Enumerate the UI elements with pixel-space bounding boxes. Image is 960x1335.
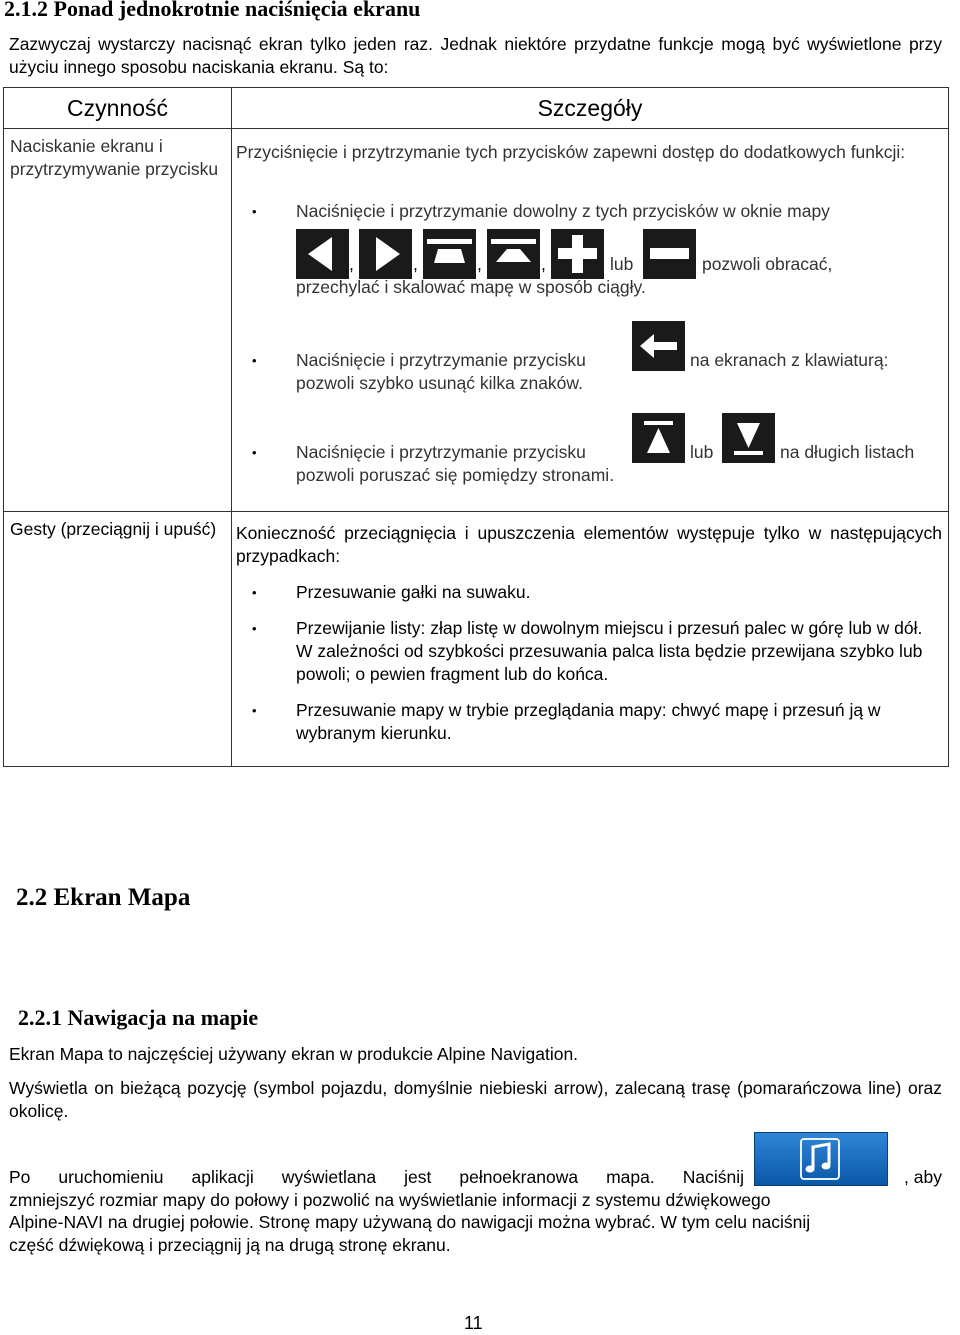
arrow-right-icon — [359, 229, 412, 279]
bullet3-text-line2: pozwoli poruszać się pomiędzy stronami. — [296, 465, 615, 485]
gesture-bullet2: Przewijanie listy: złap listę w dowolnym miejscu i przesuń palec w górę lub w dół. W zależności od szybkości przesuwania palca lista będzie przewijana szybko lub powoli; o pewien fragment lub do końca. — [296, 618, 923, 684]
actions-table — [3, 87, 949, 767]
arrow-left-icon — [296, 229, 349, 279]
bullet: • — [252, 703, 257, 718]
tilt-down-icon — [487, 229, 540, 279]
bullet: • — [252, 621, 257, 636]
action-press-and-hold: Naciskanie ekranu i przytrzymywanie przycisku — [10, 136, 219, 179]
page-up-icon — [632, 413, 685, 463]
section-heading-2-2-1: 2.2.1 Nawigacja na mapie — [18, 1005, 259, 1030]
paragraph-3-line3: Alpine-NAVI na drugiej połowie. Stronę mapy używaną do nawigacji można wybrać. W tym celu naciśnij — [9, 1212, 811, 1232]
bullet1-text-line3: przechylać i skalować mapę w sposób ciągły. — [296, 277, 646, 297]
column-header-details: Szczegóły — [232, 88, 949, 129]
plus-icon — [551, 229, 604, 279]
paragraph-1: Ekran Mapa to najczęściej używany ekran w produkcie Alpine Navigation. — [9, 1044, 579, 1064]
bullet: • — [252, 353, 257, 368]
bullet: • — [252, 445, 257, 460]
page-down-icon — [722, 413, 775, 463]
or-text: lub — [610, 254, 634, 274]
paragraph-2: Wyświetla on bieżącą pozycję (symbol pojazdu, domyślnie niebieski arrow), zalecaną trasę (pomarańczowa line) oraz okolicę. — [9, 1078, 942, 1121]
details-press-and-hold: Przyciśnięcie i przytrzymanie tych przycisków zapewni dostęp do dodatkowych funkcji: • Naciśnięcie i przytrzymanie dowolny z tych przycisków w oknie mapy , , , , lub pozwoli obracać, przechylać i skalować mapę w sposób ciągły. • Naciśnięcie i przytrzymanie przycisku na ekranach z klawiaturą: pozwoli szybko usunąć kilka znaków. • Naciśnięcie i przytrzymanie przycisku lub na długich listach pozwoli poruszać się pomiędzy stronami. — [232, 129, 948, 511]
section-heading-2-1-2: 2.1.2 Ponad jednokrotnie naciśnięcia ekranu — [4, 0, 421, 21]
bullet1-text: Naciśnięcie i przytrzymanie dowolny z tych przycisków w oknie mapy — [296, 201, 830, 221]
bullet: • — [252, 204, 257, 219]
column-header-action: Czynność — [4, 88, 232, 129]
page-number: 11 — [464, 1313, 483, 1333]
audio-button-icon — [754, 1132, 888, 1186]
bullet2-text-after: na ekranach z klawiaturą: — [690, 350, 889, 370]
gesture-bullet1: Przesuwanie gałki na suwaku. — [296, 582, 531, 602]
section-heading-2-2: 2.2 Ekran Mapa — [16, 884, 191, 911]
intro-paragraph: Zazwyczaj wystarczy nacisnąć ekran tylko jeden raz. Jednak niektóre przydatne funkcje mogą być wyświetlone przy użyciu innego sposobu naciskania ekranu. Są to: — [9, 34, 942, 77]
bullet2-text-line2: pozwoli szybko usunąć kilka znaków. — [296, 373, 583, 393]
details-drag-and-drop — [232, 512, 948, 766]
music-note-icon — [755, 1133, 887, 1185]
paragraph-3-line4: część dźwiękową i przeciągnij ją na drugą stronę ekranu. — [9, 1235, 451, 1255]
bullet1-text-after: pozwoli obracać, — [702, 254, 833, 274]
paragraph-3-line2: zmniejszyć rozmiar mapy do połowy i pozwolić na wyświetlanie informacji z systemu dźwiękowego — [9, 1190, 771, 1210]
details-intro: Przyciśnięcie i przytrzymanie tych przycisków zapewni dostęp do dodatkowych funkcji: — [236, 142, 906, 162]
paragraph-3-line1-end: , aby — [904, 1167, 942, 1187]
bullet3-text: Naciśnięcie i przytrzymanie przycisku — [296, 442, 586, 462]
or-text: lub — [690, 442, 714, 462]
action-drag-and-drop: Gesty (przeciągnij i upuść) — [10, 519, 217, 539]
backspace-icon — [632, 321, 685, 371]
bullet3-text-after: na długich listach — [780, 442, 915, 462]
bullet: • — [252, 585, 257, 600]
tilt-up-icon — [423, 229, 476, 279]
minus-icon — [643, 229, 696, 279]
gesture-bullet3: Przesuwanie mapy w trybie przeglądania mapy: chwyć mapę i przesuń ją w wybranym kierunku. — [296, 700, 881, 743]
bullet2-text: Naciśnięcie i przytrzymanie przycisku — [296, 350, 586, 370]
details-intro-gestures: Konieczność przeciągnięcia i upuszczenia elementów występuje tylko w następujących przypadkach: — [236, 523, 942, 566]
paragraph-3-line1: Po uruchomieniu aplikacji wyświetlana jest pełnoekranowa mapa. Naciśnij — [9, 1167, 744, 1187]
